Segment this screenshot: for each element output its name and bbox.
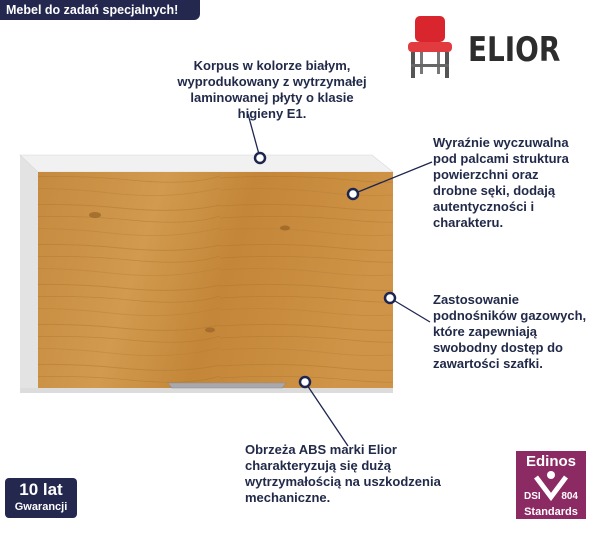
callout-dot-lifts [385, 293, 395, 303]
brand-name: ELIOR [468, 30, 561, 70]
knot [205, 328, 215, 333]
certificate-title: Edinos [525, 453, 576, 470]
note-gas-lifts: Zastosowanie podnośników gazowych, które zapewniają swobodny dostęp do zawartości szafki. [433, 292, 587, 371]
note-abs-edges: Obrzeża ABS marki Elior charakteryzują się dużą wytrzymałością na uszkodzenia mechaniczne. [245, 442, 441, 505]
promo-badge: Mebel do zadań specjalnych! [0, 0, 200, 20]
note-texture: Wyraźnie wyczuwalna pod palcami struktura powierzchni oraz drobne sęki, dodają autentyczności i charakteru. [433, 135, 569, 230]
cabinet-side-panel [20, 155, 38, 392]
callout-dot-edges [300, 377, 310, 387]
oak-grain-texture [38, 172, 393, 388]
callout-dot-texture [348, 189, 358, 199]
knot [280, 226, 290, 231]
knot [89, 212, 101, 218]
callout-dot-corpus [255, 153, 265, 163]
warranty-badge [5, 478, 77, 518]
callout-line-lifts [390, 298, 430, 322]
certificate-left-code: DSI [524, 491, 541, 502]
warranty-label: Gwarancji [14, 501, 68, 513]
warranty-years: 10 lat [19, 480, 63, 499]
certificate-right-code: 804 [561, 491, 578, 502]
cabinet-bottom-edge [20, 388, 393, 393]
note-corpus: Korpus w kolorze białym, wyprodukowany z wytrzymałej laminowanej płyty o klasie higieny E1. [177, 58, 367, 121]
certificate-badge [516, 451, 586, 519]
cabinet-top-panel [20, 155, 393, 172]
handle-bar [168, 383, 286, 388]
certificate-subtitle: Standards [524, 506, 578, 518]
